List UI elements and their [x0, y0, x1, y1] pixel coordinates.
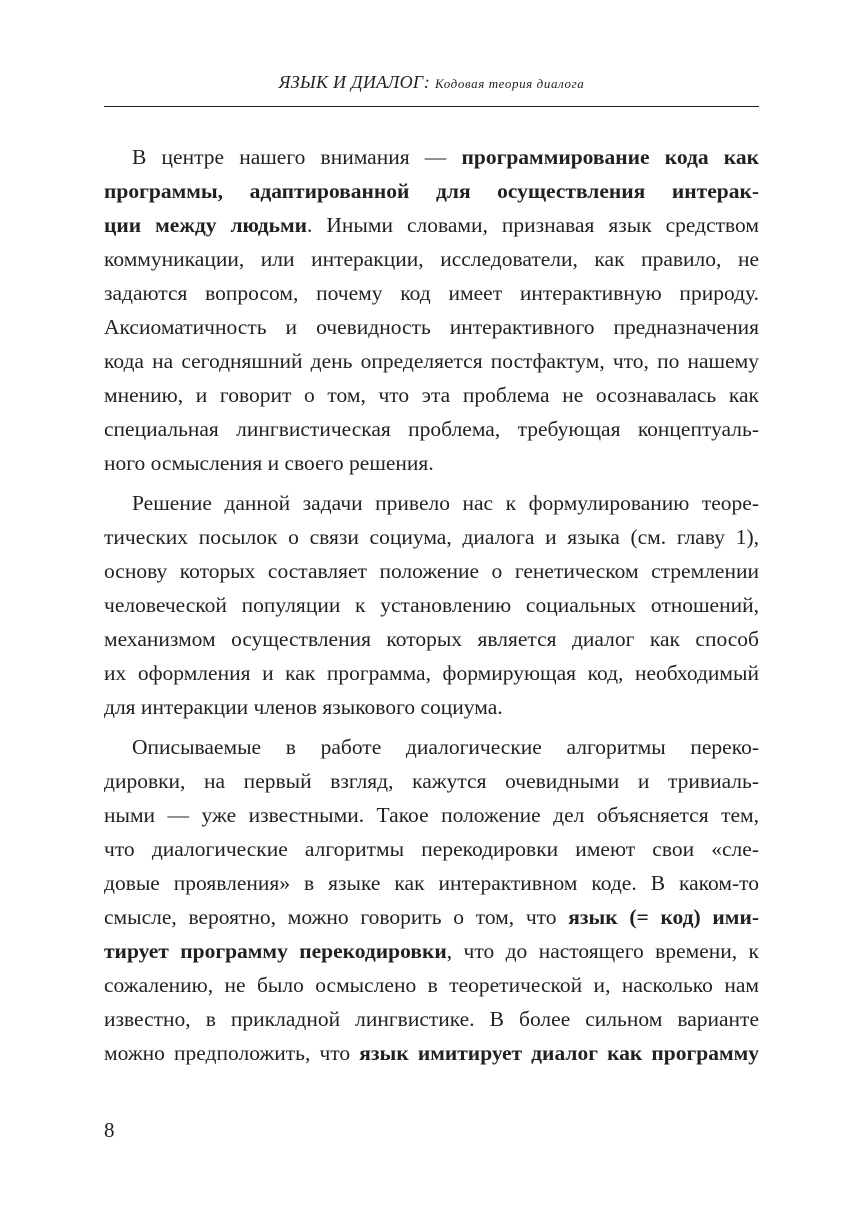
text-run: механизмом осуществления которых является диалог как способ [104, 627, 759, 651]
text-run: задаются вопросом, почему код имеет интерактивную природу. [104, 281, 759, 305]
page-number: 8 [104, 1118, 115, 1142]
text-run: ными — уже известными. Такое положение дел объясняется тем, [104, 803, 759, 827]
text-line [104, 798, 759, 832]
running-head [104, 72, 759, 93]
text-line [104, 622, 759, 656]
text-run: тических посылок о связи социума, диалога и языка (см. главу 1), [104, 525, 759, 549]
text-line [104, 656, 759, 690]
text-run: что диалогические алгоритмы перекодировки имеют свои «сле- [104, 837, 759, 861]
text-line [104, 486, 759, 520]
text-run: мнению, и говорит о том, что эта проблема не осознавалась как [104, 383, 759, 407]
text-line [104, 1036, 759, 1070]
text-run: смысле, вероятно, можно говорить о том, что [104, 905, 569, 929]
text-line [104, 866, 759, 900]
text-run: коммуникации, или интеракции, исследователи, как правило, не [104, 247, 759, 271]
text-line [104, 140, 759, 174]
bold-text-run: тирует программу перекодировки [104, 939, 447, 963]
text-run: сожалению, не было осмыслено в теоретической и, насколько нам [104, 973, 759, 997]
text-line [104, 764, 759, 798]
bold-text-run: язык имитирует диалог как программу [359, 1041, 759, 1065]
text-line [104, 446, 759, 480]
text-run: ного осмысления и своего решения. [104, 451, 434, 475]
text-run: Аксиоматичность и очевидность интерактивного предназначения [104, 315, 759, 339]
bold-text-run: программирование кода как [461, 145, 759, 169]
text-run: основу которых составляет положение о генетическом стремлении [104, 559, 759, 583]
text-line [104, 310, 759, 344]
text-line [104, 242, 759, 276]
text-run: известно, в прикладной лингвистике. В более сильном варианте [104, 1007, 759, 1031]
text-line [104, 968, 759, 1002]
text-line [104, 1002, 759, 1036]
text-run: В центре нашего внимания — [132, 145, 462, 169]
paragraph [104, 486, 759, 724]
text-line [104, 344, 759, 378]
text-line [104, 588, 759, 622]
text-run: кода на сегодняшний день определяется постфактум, что, по нашему [104, 349, 759, 373]
text-line [104, 520, 759, 554]
text-run: их оформления и как программа, формирующая код, необходимый [104, 661, 759, 685]
text-run: для интеракции членов языкового социума. [104, 695, 503, 719]
text-run: можно предположить, что [104, 1041, 360, 1065]
bold-text-run: ции между людьми [104, 213, 308, 237]
text-line [104, 900, 759, 934]
text-line [104, 174, 759, 208]
text-line [104, 412, 759, 446]
text-line [104, 832, 759, 866]
text-run: . Иными словами, признавая язык средством [307, 213, 760, 237]
text-run: Решение данной задачи привело нас к формулированию теоре- [132, 491, 759, 515]
paragraph [104, 730, 759, 1070]
running-head-subtitle: Кодовая теория диалога [435, 76, 585, 91]
text-line [104, 554, 759, 588]
text-run: человеческой популяции к установлению социальных отношений, [104, 593, 759, 617]
text-line [104, 208, 759, 242]
text-run: Описываемые в работе диалогические алгоритмы переко- [132, 735, 759, 759]
bold-text-run: язык (= код) ими- [568, 905, 759, 929]
text-line [104, 276, 759, 310]
text-run: довые проявления» в языке как интерактивном коде. В каком-то [104, 871, 759, 895]
paragraph [104, 140, 759, 480]
bold-text-run: программы, адаптированной для осуществления интерак- [104, 179, 759, 203]
text-line [104, 690, 759, 724]
body-text [104, 140, 759, 1070]
header-rule [104, 106, 759, 107]
text-line [104, 730, 759, 764]
text-run: специальная лингвистическая проблема, требующая концептуаль- [104, 417, 759, 441]
text-line [104, 378, 759, 412]
text-run: дировки, на первый взгляд, кажутся очевидными и тривиаль- [104, 769, 759, 793]
text-line [104, 934, 759, 968]
running-head-title: ЯЗЫК И ДИАЛОГ: [278, 72, 431, 92]
text-run: , что до настоящего времени, к [446, 939, 759, 963]
